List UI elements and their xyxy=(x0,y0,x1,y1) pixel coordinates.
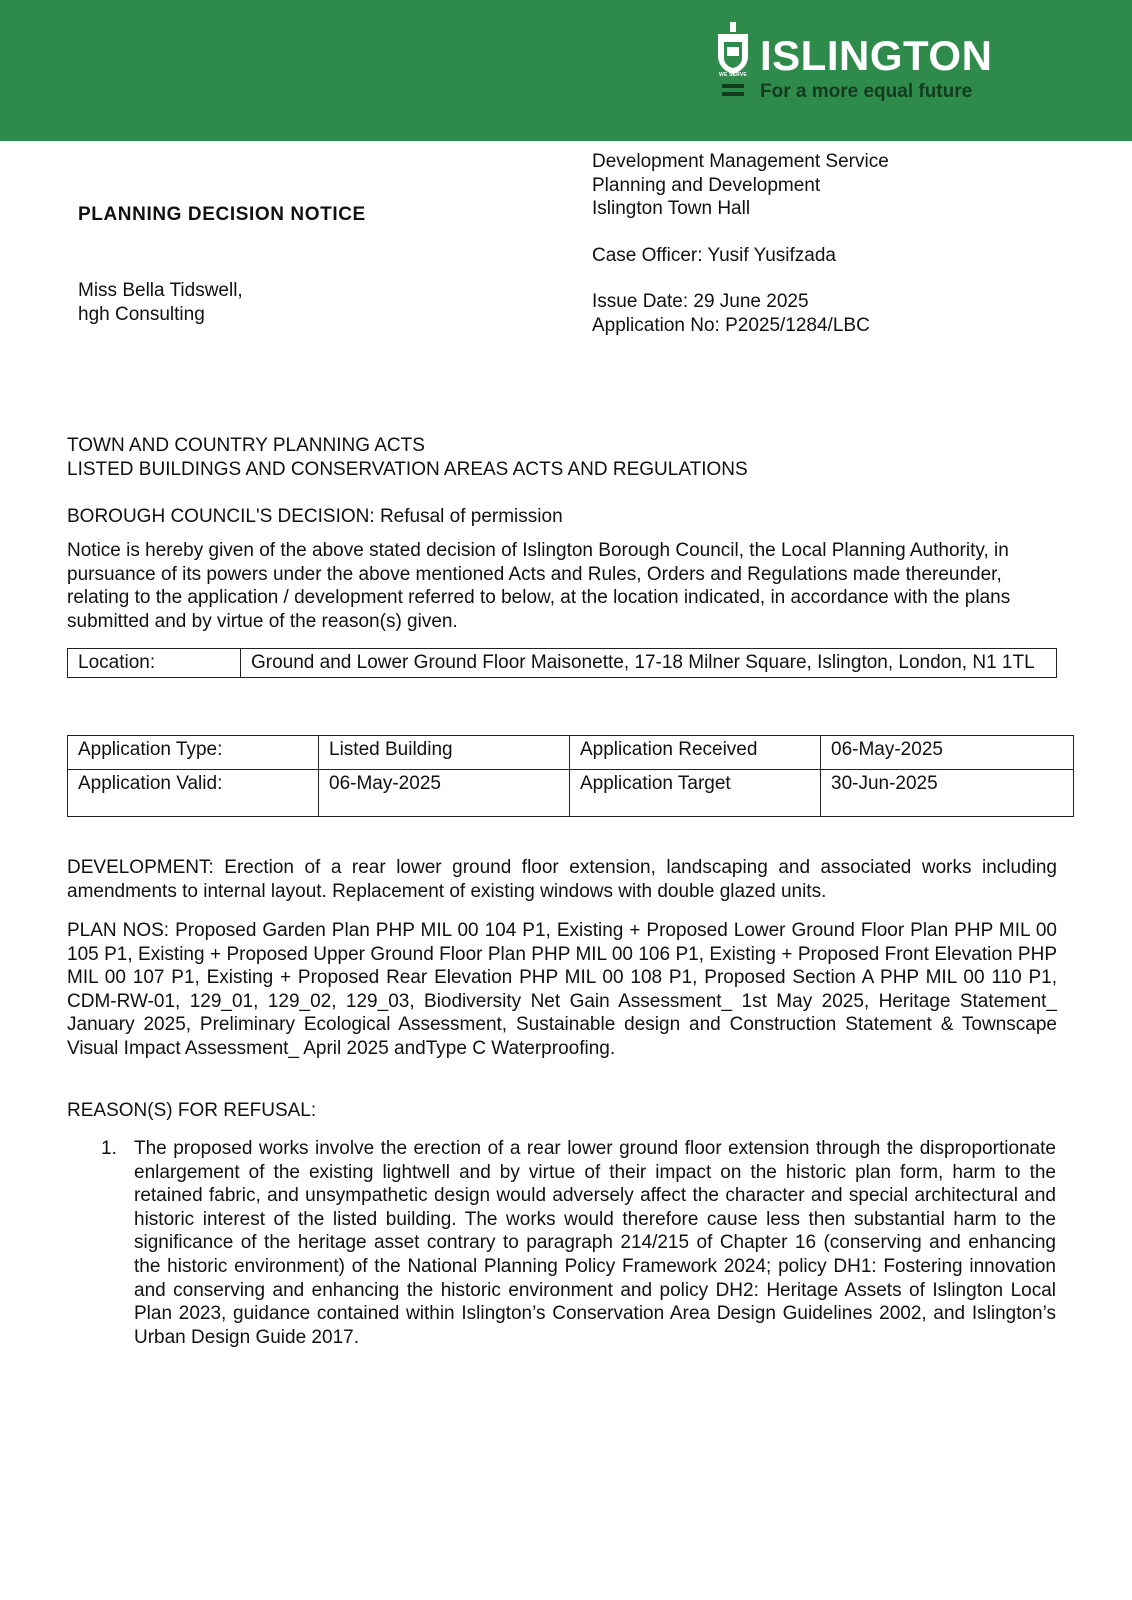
plan-numbers: PLAN NOS: Proposed Garden Plan PHP MIL 00 104 P1, Existing + Proposed Lower Ground Floor Plan PHP MIL 00 105 P1, Existing + Proposed Upper Ground Floor Plan PHP MIL 00 106 P1, Existing + Proposed Front Elevation PHP MIL 00 107 P1, Existing + Proposed Rear Elevation PHP MIL 00 108 P1, Proposed Section A PHP MIL 00 110 P1, CDM-RW-01, 129_01, 129_02, 129_03, Biodiversity Net Gain Assessment_ 1st May 2025, Heritage Statement_ January 2025, Preliminary Ecological Assessment, Sustainable design and Construction Statement & Townscape Visual Impact Assessment_ April 2025 andType C Waterproofing. xyxy=(67,920,1057,1059)
islington-logo xyxy=(712,18,1012,108)
brand-name: ISLINGTON xyxy=(760,32,993,79)
acts-heading xyxy=(67,434,1057,481)
case-officer: Case Officer: Yusif Yusifzada xyxy=(592,244,836,266)
application-type-value: Listed Building xyxy=(319,736,570,770)
addressee-name: Miss Bella Tidswell, xyxy=(78,280,243,301)
brand-tagline: For a more equal future xyxy=(760,81,973,102)
crest-icon xyxy=(712,20,754,78)
reason-item xyxy=(101,1137,1056,1349)
act-line: LISTED BUILDINGS AND CONSERVATION AREAS ACTS AND REGULATIONS xyxy=(67,458,748,480)
sender-block xyxy=(592,150,889,338)
issue-date: Issue Date: 29 June 2025 xyxy=(592,291,809,313)
header-banner xyxy=(0,0,1132,141)
sender-line: Planning and Development xyxy=(592,174,821,196)
addressee-company: hgh Consulting xyxy=(78,303,205,325)
location-value: Ground and Lower Ground Floor Maisonette, 17-18 Milner Square, Islington, London, N1 1TL xyxy=(241,649,1057,678)
sender-line: Islington Town Hall xyxy=(592,198,751,220)
reason-text: The proposed works involve the erection of a rear lower ground floor extension through the disproportionate enlargement of the existing lightwell and by virtue of their impact on the historic plan form, harm to the retained fabric, and unsympathetic design would adversely affect the character and special architectural and historic interest of the listed building. The works would therefore cause less then substantial harm to the significance of the heritage asset contrary to paragraph 214/215 of Chapter 16 (conserving and enhancing the historic environment) of the National Planning Policy Framework 2024; policy DH1: Fostering innovation and conserving and enhancing the historic environment and policy DH2: Heritage Assets of Islington Local Plan 2023, guidance contained within Islington’s Conservation Area Design Guidelines 2002, and Islington’s Urban Design Guide 2017. xyxy=(134,1138,1056,1348)
addressee xyxy=(78,279,243,326)
decision: BOROUGH COUNCIL'S DECISION: Refusal of permission xyxy=(67,506,563,527)
application-valid-value: 06-May-2025 xyxy=(319,770,570,817)
application-target-label: Application Target xyxy=(570,770,821,817)
application-received-value: 06-May-2025 xyxy=(821,736,1074,770)
reason-number: 1. xyxy=(101,1138,117,1159)
crest-motto: WE SERVE xyxy=(719,72,747,78)
application-target-value: 30-Jun-2025 xyxy=(821,770,1074,817)
act-line: TOWN AND COUNTRY PLANNING ACTS xyxy=(67,435,425,456)
development-description: DEVELOPMENT: Erection of a rear lower ground floor extension, landscaping and associated works including amendments to internal layout. Replacement of existing windows with double glazed units. xyxy=(67,857,1057,902)
sender-line: Development Management Service xyxy=(592,151,889,172)
details-table xyxy=(67,735,1074,817)
application-number: Application No: P2025/1284/LBC xyxy=(592,314,870,336)
location-label: Location: xyxy=(68,649,241,678)
application-valid-label: Application Valid: xyxy=(68,770,319,817)
location-table xyxy=(67,648,1057,678)
equal-bars-icon xyxy=(722,84,744,98)
application-received-label: Application Received xyxy=(570,736,821,770)
reasons-heading: REASON(S) FOR REFUSAL: xyxy=(67,1100,317,1121)
application-type-label: Application Type: xyxy=(68,736,319,770)
notice-paragraph: Notice is hereby given of the above stated decision of Islington Borough Council, the Local Planning Authority, in pursuance of its powers under the above mentioned Acts and Rules, Orders and Regulations made thereunder, relating to the application / development referred to below, at the location indicated, in accordance with the plans submitted and by virtue of the reason(s) given. xyxy=(67,540,1011,632)
page-title: PLANNING DECISION NOTICE xyxy=(78,204,366,225)
